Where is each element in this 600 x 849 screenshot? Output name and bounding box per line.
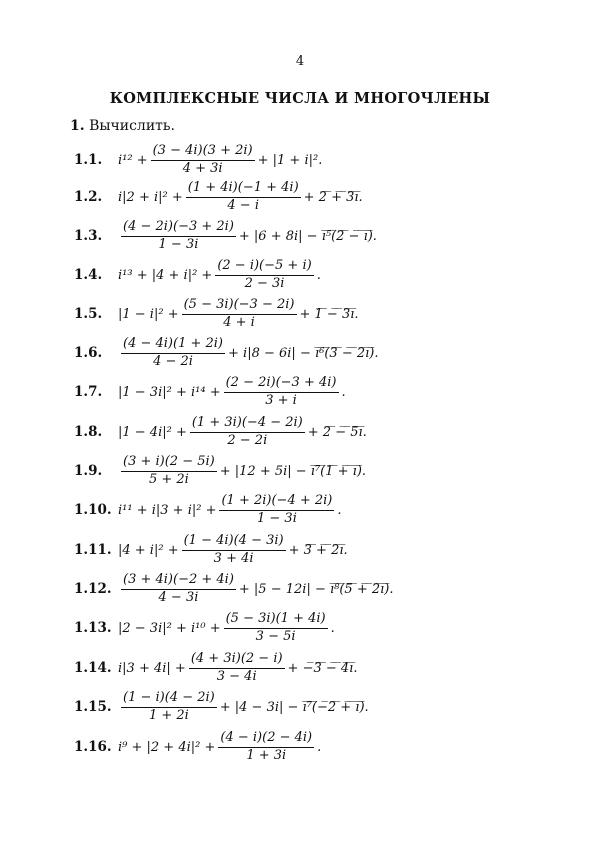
- problem-item: [0, 530, 600, 570]
- problem-number: 1.2.: [74, 189, 103, 205]
- problem-expression: [118, 177, 363, 217]
- fraction: [121, 220, 236, 253]
- fraction: [182, 534, 286, 567]
- expression-lead: |1 − i|² +: [118, 306, 179, 322]
- problem-number: 1.6.: [74, 345, 103, 361]
- expression-lead: i¹² +: [118, 152, 148, 168]
- task-number: 1.: [70, 118, 85, 134]
- fraction: [190, 416, 305, 449]
- fraction: [151, 144, 255, 177]
- fraction-denominator: 1 + 2i: [148, 707, 189, 723]
- problem-expression: [118, 727, 321, 767]
- fraction-denominator: 4 + i: [223, 314, 255, 330]
- expression-lead: |1 − 4i|² +: [118, 424, 187, 440]
- problem-item: [0, 177, 600, 217]
- expression-lead: i¹³ + |4 + i|² +: [118, 267, 213, 283]
- problem-item: [0, 140, 600, 180]
- fraction: [219, 494, 334, 527]
- fraction: [224, 612, 328, 645]
- problem-item: [0, 451, 600, 491]
- problem-expression: [118, 216, 377, 256]
- problem-item: [0, 490, 600, 530]
- fraction-numerator: (1 + 2i)(−4 + 2i): [219, 494, 334, 511]
- expression-lead: i¹¹ + i|3 + i|² +: [118, 502, 217, 518]
- problem-number: 1.9.: [74, 463, 103, 479]
- fraction-denominator: 1 − 3i: [158, 236, 199, 252]
- problem-expression: [118, 530, 348, 570]
- task-text: Вычислить.: [89, 118, 175, 134]
- problem-expression: [118, 255, 321, 295]
- fraction-denominator: 1 + 3i: [246, 747, 287, 763]
- fraction-denominator: 4 − 3i: [158, 589, 199, 605]
- problem-number: 1.4.: [74, 267, 103, 283]
- fraction-denominator: 3 − 5i: [255, 628, 296, 644]
- problem-number: 1.7.: [74, 384, 103, 400]
- fraction-denominator: 2 − 2i: [227, 432, 268, 448]
- problem-expression: [118, 687, 369, 727]
- problem-expression: [118, 412, 367, 452]
- fraction-numerator: (3 + i)(2 − 5i): [121, 455, 217, 472]
- fraction: [121, 573, 236, 606]
- problem-item: [0, 255, 600, 295]
- expression-tail: + |5 − 12i| − i̅⁸̅(̅5̅ ̅+̅ ̅2̅i̅)̅.: [238, 581, 394, 597]
- problem-number: 1.5.: [74, 306, 103, 322]
- expression-tail: + |4 − 3i| − i̅⁷̅(̅−̅2̅ ̅+̅ ̅i̅)̅.: [219, 699, 369, 715]
- fraction-denominator: 4 − 2i: [153, 353, 193, 369]
- problem-number: 1.1.: [74, 152, 103, 168]
- fraction-denominator: 3 + i: [265, 392, 297, 408]
- fraction: [182, 298, 297, 331]
- problem-expression: [118, 648, 357, 688]
- problem-expression: [118, 490, 342, 530]
- problem-item: [0, 687, 600, 727]
- fraction: [215, 259, 313, 292]
- expression-tail: + 2̅ ̅−̅ ̅5̅i̅.: [307, 424, 367, 440]
- expression-tail: + −̅3̅ ̅−̅ ̅4̅i̅.: [287, 660, 358, 676]
- problem-number: 1.14.: [74, 660, 112, 676]
- expression-tail: .: [330, 620, 335, 636]
- problem-expression: [118, 569, 393, 609]
- expression-lead: |2 − 3i|² + i¹⁰ +: [118, 620, 221, 636]
- problem-item: [0, 608, 600, 648]
- problem-number: 1.11.: [74, 542, 112, 558]
- fraction-numerator: (4 − 2i)(−3 + 2i): [121, 220, 236, 237]
- section-title: КОМПЛЕКСНЫЕ ЧИСЛА И МНОГОЧЛЕНЫ: [109, 90, 491, 107]
- problem-item: [0, 333, 600, 373]
- problem-expression: [118, 294, 359, 334]
- fraction: [189, 652, 285, 685]
- expression-tail: + |1 + i|².: [257, 152, 323, 168]
- fraction: [224, 376, 339, 409]
- problem-item: [0, 648, 600, 688]
- fraction-numerator: (5 − 3i)(−3 − 2i): [182, 298, 297, 315]
- problem-item: [0, 569, 600, 609]
- fraction-numerator: (1 − i)(4 − 2i): [121, 691, 217, 708]
- expression-tail: + 2̅ ̅+̅ ̅3̅i̅.: [303, 189, 363, 205]
- expression-tail: .: [341, 384, 346, 400]
- fraction-denominator: 3 − 4i: [216, 668, 257, 684]
- problem-item: [0, 216, 600, 256]
- expression-lead: i|2 + i|² +: [118, 189, 183, 205]
- expression-tail: + |12 + 5i| − i̅⁷̅(̅1̅ ̅+̅ ̅i̅)̅.: [219, 463, 367, 479]
- expression-lead: |4 + i|² +: [118, 542, 179, 558]
- problem-number: 1.15.: [74, 699, 112, 715]
- fraction: [218, 731, 314, 764]
- fraction-denominator: 2 − 3i: [244, 275, 285, 291]
- fraction-numerator: (1 + 4i)(−1 + 4i): [186, 181, 301, 198]
- fraction: [186, 181, 301, 214]
- problem-number: 1.16.: [74, 739, 112, 755]
- expression-tail: .: [337, 502, 342, 518]
- fraction-numerator: (1 + 3i)(−4 − 2i): [190, 416, 305, 433]
- fraction-numerator: (2 − i)(−5 + i): [215, 259, 313, 276]
- expression-lead: i⁹ + |2 + 4i|² +: [118, 739, 216, 755]
- fraction: [121, 337, 225, 370]
- task-heading: [70, 118, 175, 134]
- fraction-denominator: 4 − i: [227, 197, 259, 213]
- fraction-numerator: (3 − 4i)(3 + 2i): [151, 144, 255, 161]
- page-number: 4: [295, 54, 305, 69]
- problem-number: 1.10.: [74, 502, 112, 518]
- expression-tail: + 3̅ ̅+̅ ̅2̅i̅.: [288, 542, 348, 558]
- fraction: [121, 691, 217, 724]
- problem-expression: [118, 608, 335, 648]
- fraction-denominator: 1 − 3i: [257, 510, 297, 526]
- fraction: [121, 455, 217, 488]
- expression-lead: i|3 + 4i| +: [118, 660, 186, 676]
- problem-item: [0, 294, 600, 334]
- fraction-denominator: 4 + 3i: [182, 160, 223, 176]
- fraction-numerator: (5 − 3i)(1 + 4i): [224, 612, 328, 629]
- problem-number: 1.13.: [74, 620, 112, 636]
- expression-tail: + |6 + 8i| − i̅⁵̅(̅2̅ ̅−̅ ̅i̅)̅.: [238, 228, 377, 244]
- problem-item: [0, 412, 600, 452]
- fraction-denominator: 3 + 4i: [213, 550, 254, 566]
- expression-tail: + 1̅ ̅−̅ ̅3̅i̅.: [299, 306, 359, 322]
- fraction-numerator: (4 − i)(2 − 4i): [218, 731, 314, 748]
- problem-expression: [118, 140, 322, 180]
- fraction-numerator: (4 + 3i)(2 − i): [189, 652, 285, 669]
- problem-item: [0, 727, 600, 767]
- problem-number: 1.12.: [74, 581, 112, 597]
- fraction-numerator: (4 − 4i)(1 + 2i): [121, 337, 225, 354]
- problem-expression: [118, 372, 346, 412]
- problem-item: [0, 372, 600, 412]
- expression-lead: |1 − 3i|² + i¹⁴ +: [118, 384, 221, 400]
- expression-tail: .: [317, 739, 322, 755]
- expression-tail: .: [316, 267, 321, 283]
- fraction-denominator: 5 + 2i: [148, 471, 189, 487]
- problem-number: 1.8.: [74, 424, 103, 440]
- problem-expression: [118, 333, 378, 373]
- problem-expression: [118, 451, 366, 491]
- expression-tail: + i|8 − 6i| − i̅⁶̅(̅3̅ ̅−̅ ̅2̅i̅)̅.: [228, 345, 379, 361]
- fraction-numerator: (3 + 4i)(−2 + 4i): [121, 573, 236, 590]
- fraction-numerator: (1 − 4i)(4 − 3i): [182, 534, 286, 551]
- problem-number: 1.3.: [74, 228, 103, 244]
- fraction-numerator: (2 − 2i)(−3 + 4i): [224, 376, 339, 393]
